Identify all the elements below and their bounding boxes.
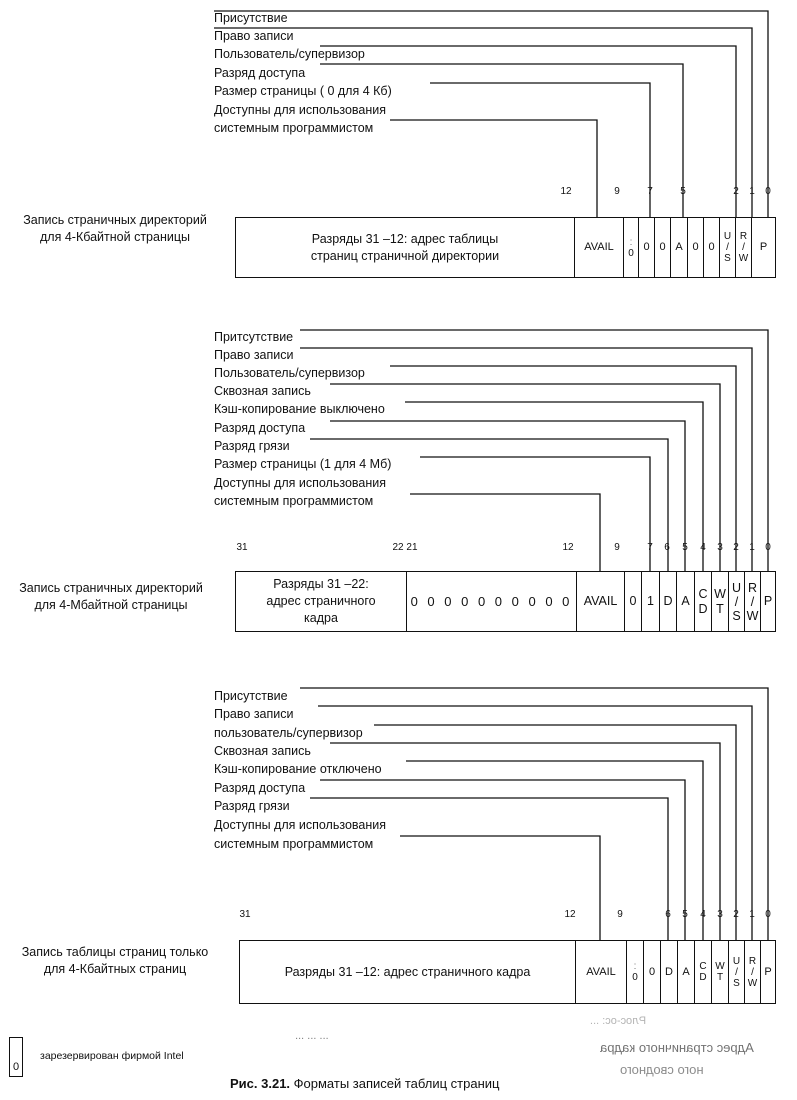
field-read-write: R / W <box>735 218 751 277</box>
label-user-supervisor: Пользователь/супервизор <box>214 47 365 61</box>
label-available: Доступны для использования <box>214 818 387 832</box>
bit-number-3: 3 <box>717 909 723 920</box>
bleed-through-text: Адрес страничного кадра <box>600 1040 754 1055</box>
label-access: Разряд доступа <box>214 66 306 80</box>
bit-number-9: 9 <box>614 542 620 553</box>
field-read-write: R / W <box>744 941 760 1003</box>
reserved-legend-box: 0 <box>9 1037 23 1077</box>
bit-number-1: 1 <box>749 542 755 553</box>
label-present: Присутствие <box>214 11 288 25</box>
bit-number-22-21: 22 21 <box>392 542 418 553</box>
leader-user-1 <box>320 46 736 217</box>
field-dirty: D <box>659 572 676 631</box>
label-available-2: системным программистом <box>214 837 374 851</box>
label-cache-disable: Кэш-копирование выключено <box>214 402 385 416</box>
reserved-mark: : <box>629 236 633 248</box>
bit-number-0: 0 <box>765 186 771 197</box>
leader-access-2 <box>330 421 685 571</box>
field-write-through: W T <box>711 572 728 631</box>
bit-number-31: 31 <box>239 909 251 920</box>
field-access: A <box>677 941 694 1003</box>
field-bit8: 0 <box>624 572 641 631</box>
field-address: Разряды 31 –22: адрес страничного кадра <box>266 577 376 625</box>
field-access: A <box>670 218 687 277</box>
bleed-through-text: ного сводного <box>620 1062 704 1077</box>
bit-number-6: 6 <box>665 909 671 920</box>
bit-number-6: 6 <box>664 542 670 553</box>
leader-avail-1 <box>390 120 597 217</box>
field-user-supervisor: U / S <box>728 572 744 631</box>
field-read-write: R / W <box>744 572 760 631</box>
field-dirty: D <box>660 941 677 1003</box>
field-user-supervisor: U / S <box>719 218 735 277</box>
field-avail: AVAIL <box>576 572 624 631</box>
field-bit6: 0 <box>654 218 670 277</box>
reserved-mark: : <box>633 961 637 972</box>
leader-wt-3 <box>330 743 720 940</box>
bit-number-1: 1 <box>749 186 755 197</box>
field-reserved-zeros: 0 0 0 0 0 0 0 0 0 0 <box>406 572 576 631</box>
field-present: P <box>760 941 775 1003</box>
entry-title: Запись таблицы страниц только для 4-Кбайтных страниц <box>21 945 209 976</box>
reserved-legend-text: зарезервирован фирмой Intel <box>40 1050 184 1062</box>
label-user-supervisor: Пользователь/супервизор <box>214 366 365 380</box>
field-address: Разряды 31 –12: адрес страничного кадра <box>284 964 531 979</box>
bit-number-5: 5 <box>680 186 686 197</box>
bit-number-2: 2 <box>733 186 739 197</box>
leader-user-2 <box>390 366 736 571</box>
bit-number-0: 0 <box>765 542 771 553</box>
bit-number-7: 7 <box>647 542 653 553</box>
register-4kb-page-table <box>239 940 776 1004</box>
label-write: Право записи <box>214 707 294 721</box>
bit-number-5: 5 <box>682 909 688 920</box>
bit-number-2: 2 <box>733 909 739 920</box>
field-present: P <box>751 218 775 277</box>
bit-number-1: 1 <box>749 909 755 920</box>
field-access: A <box>676 572 694 631</box>
leader-user-3 <box>374 725 736 940</box>
figure-caption-label: Рис. 3.21. <box>230 1076 291 1091</box>
leader-avail-2 <box>410 494 600 571</box>
leader-cd-3 <box>406 761 703 940</box>
bit-number-9: 9 <box>614 186 620 197</box>
register-4mb-directory <box>235 571 776 632</box>
entry-title: Запись страничных директорий для 4-Мбайтной страницы <box>19 581 203 612</box>
field-present: P <box>760 572 775 631</box>
label-access: Разряд доступа <box>214 421 306 435</box>
bit-number-4: 4 <box>700 542 706 553</box>
bit-number-5: 5 <box>682 542 688 553</box>
label-page-size: Размер страницы ( 0 для 4 Кб) <box>214 84 392 98</box>
bit-number-4: 4 <box>700 909 706 920</box>
field-bit7: 0 <box>638 218 654 277</box>
label-available: Доступны для использования <box>214 103 387 117</box>
leader-wt-2 <box>330 384 720 571</box>
field-page-size: 1 <box>641 572 659 631</box>
label-dirty: Разряд грязи <box>214 799 290 813</box>
leader-avail-3 <box>400 836 600 940</box>
field-bit7: 0 <box>643 941 660 1003</box>
bit-number-31: 31 <box>236 542 248 553</box>
label-available-2: системным программистом <box>214 494 374 508</box>
bit-number-2: 2 <box>733 542 739 553</box>
bit-number-0: 0 <box>765 909 771 920</box>
figure-caption <box>230 1076 499 1091</box>
label-cache-disable: Кэш-копирование отключено <box>214 762 382 776</box>
bit-number-9: 9 <box>617 909 623 920</box>
label-page-size: Размер страницы (1 для 4 Мб) <box>214 457 392 471</box>
field-write-through: W T <box>711 941 728 1003</box>
label-present: Притсутствие <box>214 330 294 344</box>
label-write-through: Сквозная запись <box>214 384 311 398</box>
field-avail: AVAIL <box>574 218 623 277</box>
register-4kb-directory <box>235 217 776 278</box>
bit-number-12: 12 <box>562 542 574 553</box>
label-available-2: системным программистом <box>214 121 374 135</box>
bleed-through-text: Pлос-ос: ... <box>590 1015 647 1027</box>
entry-title: Запись страничных директорий для 4-Кбайтной страницы <box>23 213 207 244</box>
field-cache-disable: C D <box>694 572 711 631</box>
label-available: Доступны для использования <box>214 476 387 490</box>
field-cache-disable: C D <box>694 941 711 1003</box>
label-dirty: Разряд грязи <box>214 439 290 453</box>
leader-access-3 <box>320 780 685 940</box>
field-user-supervisor: U / S <box>728 941 744 1003</box>
leader-cd-2 <box>405 402 703 571</box>
label-access: Разряд доступа <box>214 781 306 795</box>
bit-number-12: 12 <box>560 186 572 197</box>
label-write: Право записи <box>214 348 294 362</box>
label-user-supervisor: пользователь/супервизор <box>214 726 363 740</box>
field-address: Разряды 31 –12: адрес таблицы страниц страничной директории <box>310 231 500 263</box>
bleed-through-text: ... ... ... <box>295 1030 329 1042</box>
label-write-through: Сквозная запись <box>214 744 311 758</box>
field-avail: AVAIL <box>575 941 626 1003</box>
field-bit4: 0 <box>687 218 703 277</box>
bit-number-7: 7 <box>647 186 653 197</box>
field-bit8: : 0 <box>623 218 638 277</box>
label-write: Право записи <box>214 29 294 43</box>
field-bit3: 0 <box>703 218 719 277</box>
field-bit8: : 0 <box>626 941 643 1003</box>
bit-number-12: 12 <box>564 909 576 920</box>
bit-number-3: 3 <box>717 542 723 553</box>
label-present: Присутствие <box>214 689 288 703</box>
leader-present-3 <box>300 688 768 940</box>
figure-caption-text: Форматы записей таблиц страниц <box>290 1076 500 1091</box>
